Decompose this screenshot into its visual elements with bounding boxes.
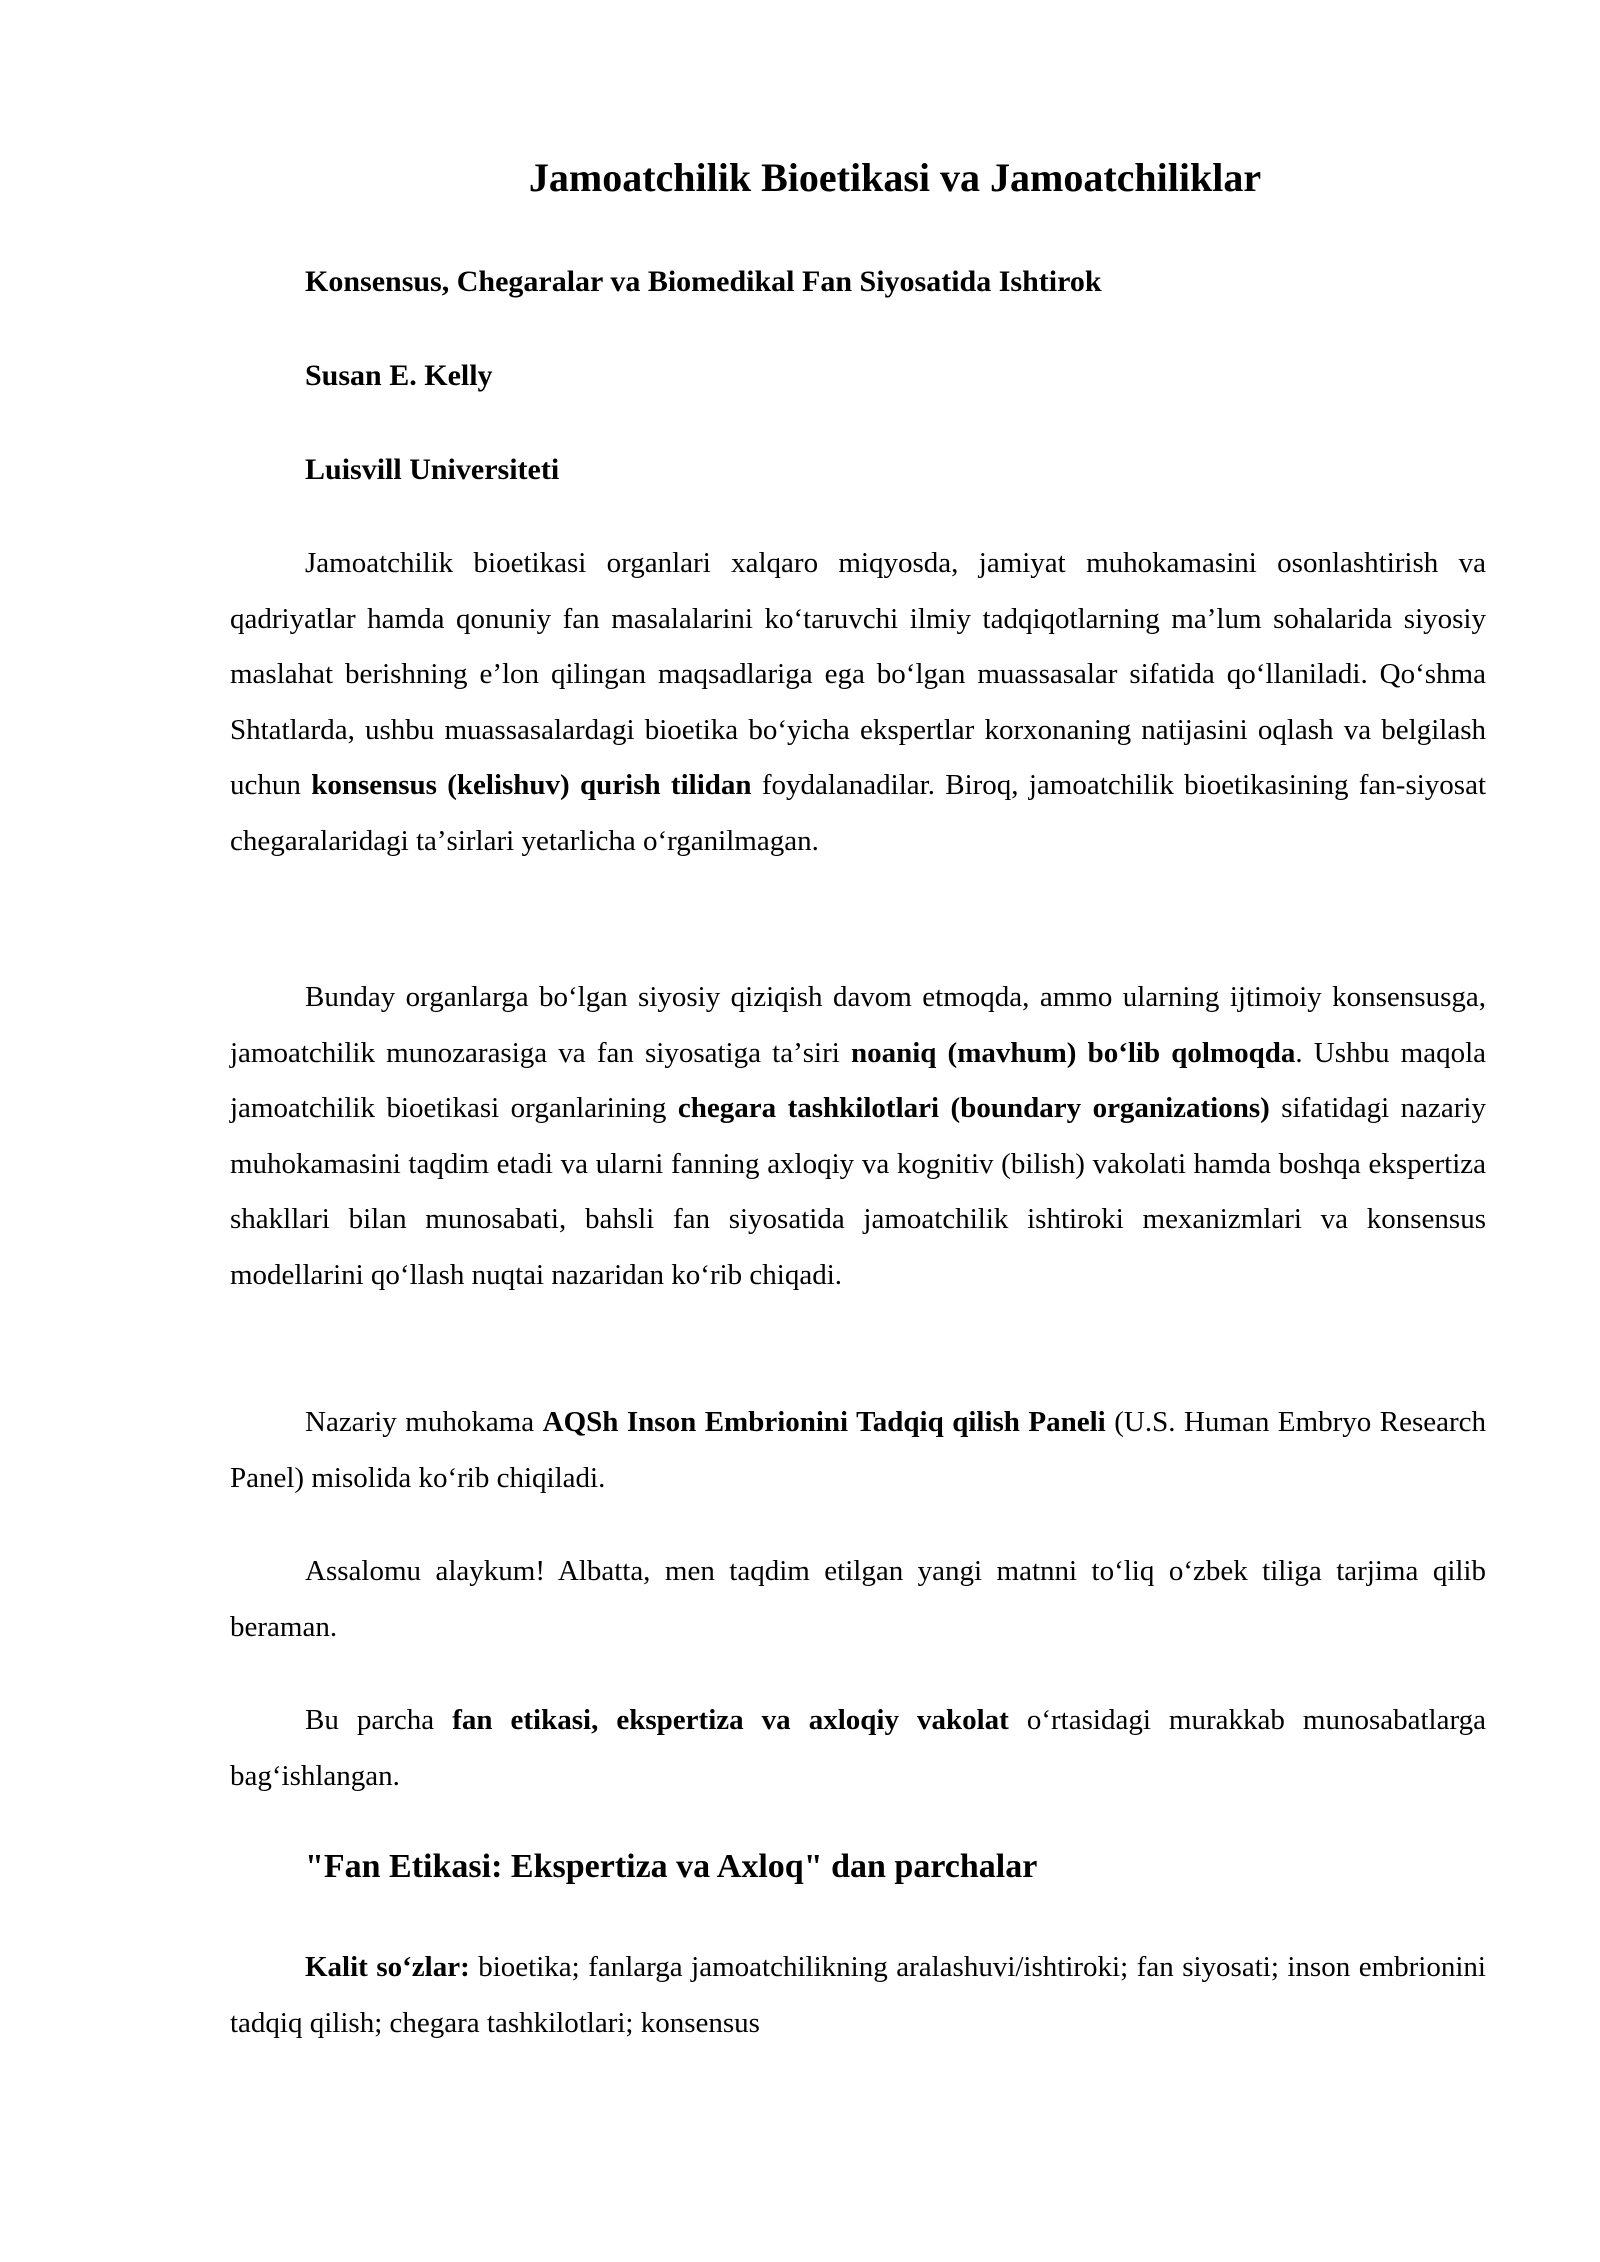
abstract-paragraph-5: [230, 1693, 1486, 1804]
abstract-paragraph-4: [230, 1544, 1486, 1655]
p2-bold-d: chegara tashkilotlari (boundary organizations): [677, 1092, 1270, 1124]
p2-bold-b: noaniq (mavhum) boʻlib qolmoqda: [850, 1036, 1296, 1069]
p5-bold-b: fan etikasi, ekspertiza va axloqiy vakolat: [452, 1704, 1009, 1736]
p3-bold-b: AQSh Inson Embrionini Tadqiq qilish Paneli: [542, 1406, 1106, 1438]
p5-text-a: Bu parcha: [305, 1704, 453, 1736]
abstract-paragraph-3: [230, 1395, 1486, 1506]
abstract-paragraph-2: [230, 970, 1486, 1303]
author-affiliation: Luisvill Universiteti: [305, 453, 560, 486]
section-heading: "Fan Etikasi: Ekspertiza va Axloq" dan parchalar: [305, 1848, 1038, 1885]
author-name: Susan E. Kelly: [305, 359, 493, 392]
p3-text-a: Nazariy muhokama: [305, 1406, 543, 1438]
p2-text-c: . Ushbu maqola jamoatchilik bioetikasi organlarining: [230, 1036, 1486, 1124]
p4-text-a: Assalomu alaykum! Albatta, men taqdim etilgan yangi matnni toʻliq oʻzbek tiliga tarjima qilib beraman.: [230, 1555, 1486, 1643]
p2-text-a: Bunday organlarga boʻlgan siyosiy qiziqish davom etmoqda, ammo ularning ijtimoiy konsensusga, jamoatchilik munozarasiga va fan siyosatiga taʼsiri: [230, 981, 1486, 1069]
p2-text-e: sifatidagi nazariy muhokamasini taqdim etadi va ularni fanning axloqiy va kognitiv (bilish) vakolati hamda boshqa ekspertiza shakllari bilan munosabati, bahsli fan siyosatida jamoatchilik ishtiroki mexanizmlari va konsensus modellarini qoʻllash nuqtai nazaridan koʻrib chiqadi.: [230, 1092, 1486, 1291]
keywords-text: bioetika; fanlarga jamoatchilikning aralashuvi/ishtiroki; fan siyosati; inson embrionini tadqiq qilish; chegara tashkilotlari; konsensus: [230, 1951, 1486, 2039]
document-subtitle: Konsensus, Chegaralar va Biomedikal Fan Siyosatida Ishtirok: [305, 265, 1102, 298]
abstract-paragraph-1: [230, 536, 1486, 869]
p5-text-c: oʻrtasidagi murakkab munosabatlarga bagʻishlangan.: [230, 1704, 1486, 1792]
p1-bold-b: konsensus (kelishuv) qurish tilidan: [311, 769, 752, 801]
p1-text-a: Jamoatchilik bioetikasi organlari xalqaro miqyosda, jamiyat muhokamasini osonlashtirish va qadriyatlar hamda qonuniy fan masalalarini koʻtaruvchi ilmiy tadqiqotlarning maʼlum sohalarida siyosiy maslahat berishning eʼlon qilingan maqsadlariga ega boʻlgan muassasalar sifatida qoʻllaniladi. Qoʻshma Shtatlarda, ushbu muassasalardagi bioetika boʻyicha ekspertlar korxonaning natijasini oqlash va belgilash uchun: [230, 547, 1486, 801]
document-title: Jamoatchilik Bioetikasi va Jamoatchiliklar: [528, 155, 1262, 200]
keywords-paragraph: [230, 1940, 1486, 2051]
p1-text-c: foydalanadilar. Biroq, jamoatchilik bioetikasining fan-siyosat chegaralaridagi taʼsirlari yetarlicha oʻrganilmagan.: [230, 769, 1486, 857]
p3-text-c: (U.S. Human Embryo Research Panel) misolida koʻrib chiqiladi.: [230, 1406, 1486, 1494]
keywords-label: Kalit soʻzlar:: [305, 1951, 470, 1983]
